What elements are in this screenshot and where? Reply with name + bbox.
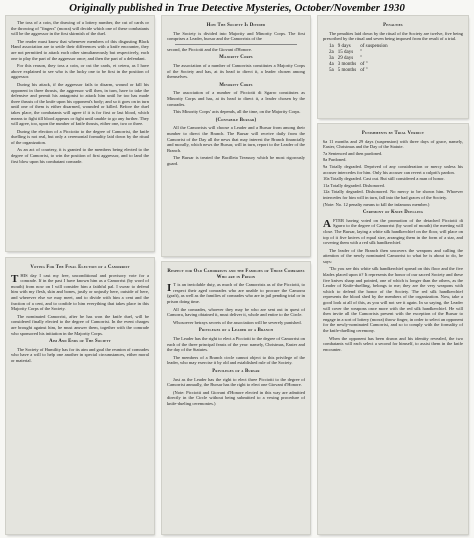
penalty-table: [329, 44, 392, 74]
section-heading: Aim And Ends of The Society: [49, 339, 111, 345]
paragraph: The toss of a coin, the drawing of a lottery number, the cut of cards or the throwing of "fingers" (morra) will decide which one of these combatants will be the aggressor in the first skirmish of the duel.: [11, 20, 149, 37]
section-heading: Voting For The Final Election of a Camorrist: [30, 265, 130, 270]
paragraph: [11, 273, 149, 312]
penalty-desc: of ": [360, 67, 368, 73]
paragraph-text: FTER having voted on the promotion of the detached Picciotti di Sgarro to the degree of Camorrist (by word of mouth) the meeting will close. The Bursar, laying a white silk handkerchief on the floor, will place on top of it five knives of equal size, arranging them in the form of a star, and covering them with a red silk handkerchief.: [323, 217, 463, 246]
paragraph: The Society is divided into Majority and Minority Corps. The first comprises a Leader, bursar and the Camorrists of the: [167, 30, 305, 42]
punishment-item: 6a 11 months and 29 days (suspension) with three days of grace, namely, Easter, Christmas and the Day of the Statute.: [323, 138, 463, 150]
paragraph: The Leader has the right to elect a Picciotti to the degree of Camorrist on each of the three principal feasts of the year: namely, Christmas, Easter and the day of the Statutes.: [167, 335, 305, 353]
paragraph-text: T is an inviolable duty, as much of the Camorrists as of the Picciotti, to respect their aged comrades who are unable to procure the Camorra (graft), as well as the families of comrades who are in jail pending trial or in prison doing time.: [167, 282, 305, 304]
paragraph: The association of a number of Camorrists constitutes a Majority Corps of the Society and has, at its head to direct it, a leader chosen among themselves.: [167, 62, 305, 80]
paragraph: The reader must know that whenever members of this disgusting Black Hand association are to settle their differences with a knife encounter, they are not permitted to attack each other simultaneously but respectively, each one to play the part of the aggressor once; and then the part of a defendant.: [11, 38, 149, 61]
clipping-col2-top: [162, 16, 310, 256]
penalty-number: 2a: [329, 49, 334, 55]
paragraph: The association of a number of Picciotti di Sgarro constitutes as Minority Corps and has, at its head to direct it, a leader chosen by the comrades.: [167, 90, 305, 107]
paragraph: "Do you see this white silk handkerchief spread on this floor and the five blades placed upon it? It represents the honor of our sacred Society and these five knives sharp and pointed, one of which is longer than the others, as the Leader of Knife-duelling, belongs to me; they are the very weapons with which to defend the honor of the Society. The red silk handkerchief represents the blood shed by the members of the organization. Now, take a good look at all of this, as you will not see it again. In so saying, the Leader will cover the weapons once more with the red silk handkerchief. He will then invite all the Camorrists present with the exception of the Bursar to engage in a sort of lottery (morra) throw finger, in order to select an opponent for the newly-nominated Camorrist, and so to comply with the formality of the knife-duelling ceremony.: [323, 266, 463, 333]
clipping-col3-bottom: [318, 124, 468, 534]
drop-cap: I: [167, 282, 172, 295]
penalty-desc: of suspension: [360, 43, 388, 49]
clipping-col2-bottom: [162, 262, 310, 534]
punishment-item: 9a Totally degraded. Deprived of any consideration or mercy unless his accuser intercedes for him. Only his accuser can revert a culprit's pardon.: [323, 163, 463, 175]
penalty-row: [329, 68, 392, 74]
clipping-col1-bottom: [6, 258, 154, 534]
penalty-row: [329, 44, 392, 50]
paragraph: second, the Picciotti and the Giovani d'Honore.: [167, 46, 253, 52]
section-heading: Penalties: [383, 23, 403, 28]
paragraph: The Bursar is treated the Bacilleta Treasury which be most rigorously guard.: [167, 155, 305, 166]
penalty-number: 5a: [329, 67, 334, 73]
penalty-desc: ": [360, 55, 363, 61]
section-heading: How The Society Is Divided: [206, 23, 266, 28]
paragraph: [323, 218, 463, 246]
paragraph: Just as the Leader has the right to elect three Picciotti to the degree of Camorrist annually, the Bursar has the right to elect one Giovani d'Honore.: [167, 376, 305, 388]
punishment-item: 10a Totally degraded. Cast out. But still considered a man of honor.: [323, 176, 445, 182]
divider: [175, 44, 297, 45]
penalty-term: 9 days: [337, 43, 351, 49]
paragraph: The Society of Humility has for its aim and goal the reunion of comrades who have a will to help one another in special circumstances, either moral or material.: [11, 346, 149, 363]
clipping-col1-top: [6, 16, 154, 251]
paragraph: All the comrades, whoever they may be who are sent out in quest of Camorra, having obtained it, must deliver it, whole and entire to the Circle.: [167, 306, 305, 318]
paragraph-text: HIS day I cast my free, unconditional and provisory vote for a comrade. If in the past I have known him as a Camorrist (by word of mouth) from now on I will consider him a faithful pal. I swear to defend him with my flesh, skin and bones, justly or unjustly here, outside of here, and wherever else we may meet, and to divide with him a cent and the fraction of a cent, and to confide to him everything that takes place in this Majority Corps of the Society.: [11, 272, 149, 312]
punishment-item: 11a Totally degraded. Dishonored.: [323, 182, 386, 188]
penalty-number: 1a: [329, 43, 334, 49]
penalty-term: 5 months: [337, 67, 357, 73]
section-heading: Minority Corps: [219, 82, 253, 88]
punishment-note: (Note: No. 12 penalty means to kill the infamous member.): [323, 201, 430, 207]
section-heading: Ceremony of Knife Duelling: [362, 210, 424, 216]
section-heading: Punishments by Trial Verdict: [361, 131, 425, 136]
paragraph: (Note: Picciotti and Giovani d'Honore elected in this way are admitted directly in the Circle without being submitted to a vexing procedure of knife-dueling ceremonies.): [167, 389, 305, 406]
penalty-term: 29 days: [337, 55, 354, 61]
punishment-item: 7a Sentenced and then pardoned.: [323, 150, 383, 156]
section-heading: (Contabile Bursar): [215, 117, 257, 123]
paragraph: Whosoever betrays secrets of the association will be severely punished.: [173, 319, 302, 325]
paragraph: The penalties laid down by the ritual of the Society are twelve, five being prescribed by the ritual and seven being imposed from the result of a trial.: [323, 30, 463, 42]
clipping-col3-top: [318, 16, 468, 118]
paragraph: The members of a Branch circle cannot object to this privilege of the leader, who may exercise it by old and established rule of the Society.: [167, 354, 305, 366]
paragraph: During his attack, if the aggressor fails to disarm, wound or kill his opponent in three thrusts, the aggressor will then, in turn, have to take the defensive and permit his antagonist to attack him until he too has made three thrusts of the knife upon his opponent's body; and so it goes on in turn until one of them is either disarmed, wounded or killed. Before the duel takes place, the combatants will agree if it is for first or last blood, which means to fight till blood appears or fight until unable to go any further. They will agree, too, upon the number of knife thrusts, either one, two or three.: [11, 81, 149, 127]
penalty-term: 15 days: [337, 49, 354, 55]
paragraph: The leader of the Branch then uncovers the weapons and calling the attention of the newly nominated Camorrist to what he is about to do, he says:: [323, 247, 463, 264]
paragraph: When the opponent has been drawn and his identity revealed, the two combatants will each select a second for himself, to assist them in the knife encounter.: [323, 335, 463, 352]
paragraph: [167, 282, 305, 304]
paragraph: This Minority Corps' acts depends, all the time, on the Majority Corps.: [173, 109, 301, 115]
paragraph: As an act of courtesy, it is granted to the members being elected to the degree of Camorrist, to win the position of first aggressor, and to land the first blow upon his combatant comrade.: [11, 147, 149, 164]
paragraph: The nominated Camorrist, after he has won the knife duel, will be considered finally elected to the degree of Camorrist. In the event charges are brought against him, he must answer them, together with the comrade who sponsored his initiation in the Majority Corps.: [11, 313, 149, 336]
penalty-desc: of ": [360, 61, 368, 67]
paragraph: All the Camorrists will choose a Leader and a Bursar from among their number to direct the Branch. The Bursar will receive daily from the Camorrist of the Day all the news that may interest the Branch financially and morally, which news the Bursar, will in turn, report to the Leader of the Branch.: [167, 125, 305, 153]
drop-cap: A: [323, 217, 331, 230]
page-title: Originally published in True Detective Mysteries, October/November 1930: [69, 2, 405, 14]
penalty-number: 4a: [329, 61, 334, 67]
section-heading: Privileges of a Bursar: [212, 368, 260, 374]
section-heading: Majority Corps: [219, 55, 253, 61]
drop-cap: T: [11, 272, 19, 285]
penalty-term: 3 months: [337, 61, 357, 67]
paragraph: During the election of a Picciotto to the degree of Camorrist, the knife duelling is not real, but only a ceremonial formality laid down by the ritual of the organization.: [11, 128, 149, 145]
section-heading: Privileges of a Leader of a Branch: [198, 328, 274, 334]
paragraph: For this reason, they toss a coin, or cut the cards, et cetera, as I have above explained to see who is the lucky one to be first in the position of aggressor.: [11, 63, 149, 80]
punishment-item: 12a Totally degraded. Dishonored. No mercy to be shown him. Whoever intercedes for him will in turn, fall into the bad graces of the Society.: [323, 189, 463, 200]
penalty-desc: ": [360, 49, 363, 55]
section-heading: Respect for Old Camorrists and the Families of Those Comrades Who are in Prison: [167, 269, 305, 280]
penalty-number: 3a: [329, 55, 334, 61]
punishment-item: 8a Pardoned.: [323, 157, 347, 163]
